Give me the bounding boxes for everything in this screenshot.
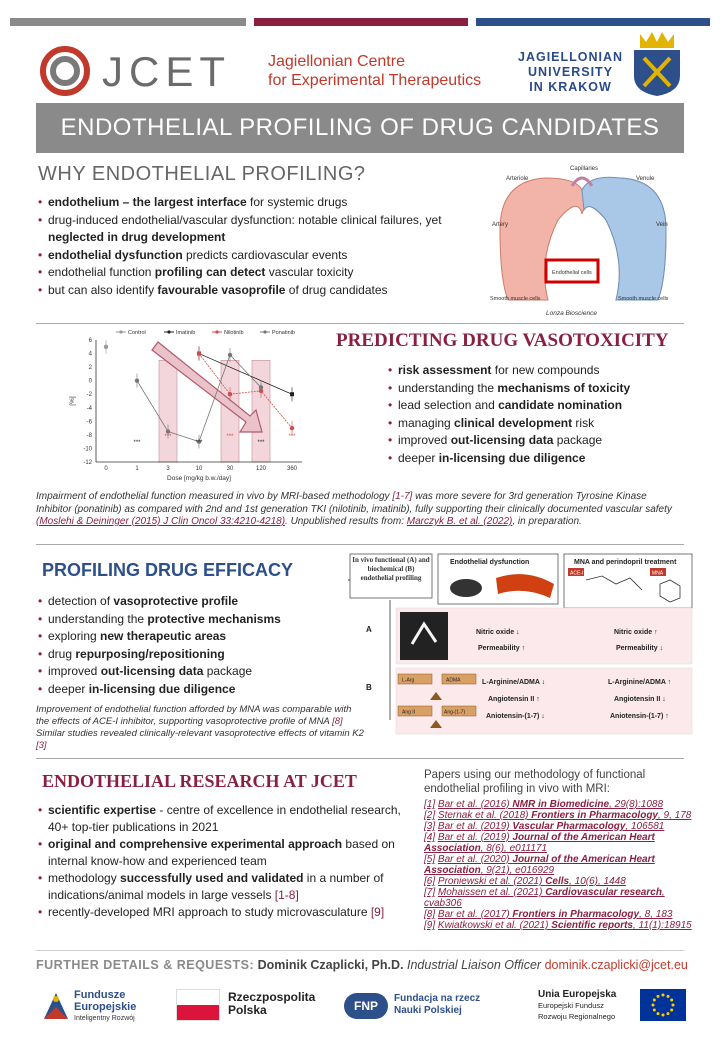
logo1-line2: Europejskie [74, 1001, 137, 1013]
fnp-icon: FNP [344, 993, 388, 1019]
bullet-emphasis: successfully used and validated [120, 871, 304, 885]
divider-4 [36, 950, 684, 951]
x-tick-label: 1 [135, 466, 139, 472]
contact-line [36, 958, 688, 972]
bullet-emphasis: neglected in drug development [48, 230, 226, 244]
research-bullets [38, 802, 410, 921]
logo1-line3: Inteligentny Rozwój [74, 1015, 135, 1022]
eff-caption-1: Improvement of endothelial function afforded by MNA was comparable with the effects of ACE-I inhibitor, supporting vasoprotective profile of MNA [36, 704, 352, 727]
reference-authors: Sternak et al. (2018) [437, 810, 532, 821]
y-tick-label: 4 [88, 351, 92, 358]
x-tick-label: 120 [255, 466, 267, 472]
tox-bullet [388, 450, 688, 468]
y-tick-label: 0 [88, 378, 92, 385]
reference-journal: Frontiers in Pharmacology [512, 909, 640, 920]
y-tick-label: -2 [86, 392, 92, 399]
reference-item[interactable] [424, 920, 696, 931]
bullet-text: package [553, 433, 603, 447]
data-point [104, 345, 108, 349]
label-arteriole: Arteriole [506, 176, 529, 182]
legend-label: Ponatinib [272, 330, 295, 336]
papers-intro: Papers using our methodology of functional endothelial profiling in vivo with MRI: [424, 769, 646, 795]
tox-bullet [388, 415, 688, 433]
reference-volume: , 9(21), e016929 [480, 865, 555, 876]
jcet-mark-icon [40, 46, 90, 96]
y-axis-label: [%] [69, 396, 76, 406]
top-bar-blue [476, 18, 710, 26]
tox-caption-a: Impairment of endothelial function measured in vivo by MRI-based methodology [36, 491, 393, 502]
why-bullets [38, 194, 458, 299]
data-point [197, 351, 201, 355]
divider-3 [36, 758, 684, 759]
reference-volume: , 8, 183 [639, 909, 673, 920]
bullet-text: methodology [48, 871, 121, 885]
mouse-icon [450, 579, 482, 597]
mna-label: MNA [652, 570, 664, 577]
bullet-emphasis: protective mechanisms [147, 611, 281, 626]
bullet-emphasis: in-licensing due diligence [438, 450, 586, 465]
reference-number: [2] [424, 810, 436, 821]
scale-adma: ADMA [446, 677, 461, 684]
logo1-line1: Fundusze [74, 989, 126, 1001]
eff-caption-2: Similar studies revealed clinically-relevant vasoprotective effects of vitamin K2 [36, 728, 364, 739]
reference-volume: , 10(6), 1448 [569, 876, 626, 887]
university-name [518, 50, 623, 95]
why-bullet [38, 212, 458, 247]
bullet-text: - centre of excellence in endothelial research, 40+ top-tier publications in 2021 [48, 803, 401, 834]
reference-number: [8] [424, 909, 436, 920]
logo-eu [538, 985, 688, 1031]
contact-email[interactable]: dominik.czaplicki@jcet.eu [544, 958, 688, 972]
nitric-oxide-down: Nitric oxide ↓ [476, 629, 520, 636]
bullet-emphasis: clinical development [454, 415, 573, 430]
data-point [135, 378, 139, 382]
label-smc-right: Smooth muscle cells [618, 296, 669, 302]
reference-item[interactable] [424, 810, 696, 821]
bullet-text: exploring [48, 629, 101, 643]
bullet-text: deeper [398, 450, 439, 465]
y-tick-label: 2 [88, 365, 92, 372]
y-tick-label: -4 [86, 405, 92, 412]
legend-marker [119, 330, 122, 333]
nitric-oxide-up: Nitric oxide ↑ [614, 629, 658, 636]
reference-authors: Bar et al. (2019) [437, 821, 513, 832]
data-point [228, 392, 232, 396]
reference-authors: Kwiatkowski et al. (2021) [437, 920, 552, 931]
data-point [290, 426, 294, 430]
label-vein: Vein [656, 222, 668, 228]
bullet-text: recently-developed MRI approach to study microvasculature [48, 905, 371, 919]
reference-item[interactable] [424, 887, 696, 909]
significance-mark: *** [257, 440, 265, 446]
diagram-label-a: A [366, 625, 372, 634]
logo2-line1: Rzeczpospolita [228, 990, 316, 1004]
jcet-logo-text: JCET [102, 48, 231, 95]
reference-journal: Cells [545, 876, 570, 887]
label-endothelial: Endothelial cells [552, 270, 592, 276]
logo3-line1: Fundacja na rzecz [394, 993, 481, 1004]
why-bullet [38, 247, 458, 265]
y-tick-label: -8 [86, 432, 92, 439]
significance-mark: *** [195, 440, 203, 446]
logo4-line3: Rozwoju Regionalnego [538, 1012, 616, 1021]
research-bullet [38, 904, 410, 921]
bullet-text: endothelial function [48, 265, 155, 279]
reference-item[interactable] [424, 799, 696, 810]
reference-authors: Proniewski et al. (2021) [437, 876, 546, 887]
reference-number: [5] [424, 854, 436, 865]
bullet-emphasis: original and comprehensive experimental approach [48, 837, 343, 851]
top-bar-red [254, 18, 468, 26]
bullet-text: based on internal know-how and experienced team [48, 837, 395, 868]
reference-journal: NMR in Biomedicine [512, 799, 610, 810]
significance-mark: *** [164, 434, 172, 440]
reference-number: [4] [424, 832, 436, 843]
bullet-text: for systemic drugs [246, 195, 348, 209]
research-title: ENDOTHELIAL RESEARCH AT JCET [42, 771, 357, 791]
institute-line-2: for Experimental Therapeutics [268, 72, 482, 89]
bullet-emphasis: in-licensing due diligence [88, 681, 236, 696]
tox-cite-a[interactable]: [1-7] [392, 491, 413, 502]
reference-number: [1] [424, 799, 436, 810]
bullet-text: in a number of indications/animal models in large vessels [48, 871, 384, 902]
reference-volume: , cvab306 [424, 887, 665, 909]
bullet-text: understanding the [48, 611, 148, 626]
bullet-emphasis: mechanisms of toxicity [497, 380, 631, 395]
efficacy-bullet [38, 646, 338, 664]
bullet-emphasis: out-licensing data [100, 664, 204, 678]
x-tick-label: 0 [104, 466, 108, 472]
bullet-emphasis: repurposing/repositioning [75, 646, 225, 661]
diagram-box-profiling: In vivo functional (A) and biochemical (B) endothelial profiling [352, 556, 430, 582]
efficacy-bullet [38, 663, 338, 681]
reference-volume: , 8(6), e011171 [480, 843, 548, 854]
x-tick-label: 3 [166, 466, 170, 472]
bullet-text: package [203, 664, 253, 678]
data-point [290, 392, 294, 396]
ang17-up: Aniotensin-(1-7) ↑ [610, 713, 669, 720]
reference-number: [6] [424, 876, 436, 887]
bullet-text: managing [398, 415, 455, 430]
divider-2 [36, 544, 684, 545]
bullet-emphasis: new therapeutic areas [100, 629, 227, 643]
dose-band [159, 360, 177, 462]
why-bullet [38, 264, 458, 282]
bullet-emphasis: favourable vasoprofile [157, 282, 286, 297]
institute-line-1: Jagiellonian Centre [268, 53, 405, 70]
reference-list [424, 799, 696, 931]
y-tick-label: -6 [86, 419, 92, 426]
bullet-text: lead selection and [398, 398, 499, 412]
bullet-text: deeper [48, 681, 89, 696]
eu-flag-icon [640, 989, 686, 1021]
legend-marker [167, 330, 170, 333]
tox-caption-c: . Unpublished results from: [285, 516, 407, 527]
ang17-down: Aniotensin-(1-7) ↓ [486, 713, 545, 720]
divider-1 [36, 323, 684, 324]
bullet-emphasis: endothelium – the largest interface [48, 195, 247, 209]
efficacy-caption [36, 704, 366, 752]
tox-bullet [388, 380, 688, 398]
tox-bullet [388, 432, 688, 450]
reference-authors: Bar et al. (2019) [437, 832, 513, 843]
data-point [259, 385, 263, 389]
scale-ang17: Ang-(1-7) [444, 709, 466, 716]
bullet-emphasis: profiling can detect [154, 265, 266, 279]
research-bullet [38, 870, 410, 904]
reference-journal: Vascular Pharmacology [512, 821, 626, 832]
bullet-emphasis: scientific expertise [48, 803, 157, 817]
larg-adma-up: L-Arginine/ADMA ↑ [608, 679, 672, 686]
tox-cite-c[interactable]: Marczyk B. et al. (2022) [406, 516, 513, 527]
tox-title: PREDICTING DRUG VASOTOXICITY [336, 330, 669, 351]
reference-item[interactable] [424, 854, 696, 876]
scale-larg: L-Arg [402, 677, 415, 684]
reference-volume: , 106581 [625, 821, 665, 832]
reference-authors: Mohaissen et al. (2021) [437, 887, 546, 898]
reference-volume: , 11(1):18915 [633, 920, 692, 931]
reference-item[interactable] [424, 821, 696, 832]
label-smc-left: Smooth muscle cells [490, 296, 541, 302]
efficacy-bullet [38, 593, 338, 611]
vasotoxicity-chart [56, 326, 312, 486]
bullet-emphasis: risk assessment [398, 363, 492, 377]
ang2-up: Angiotensin II ↑ [488, 696, 540, 703]
efficacy-title: PROFILING DRUG EFFICACY [42, 560, 293, 580]
eff-cite-1[interactable]: [8] [332, 716, 343, 727]
efficacy-bullets [38, 593, 338, 698]
label-artery: Artery [492, 222, 509, 228]
efficacy-bullet [38, 681, 338, 699]
tox-bullet [388, 362, 688, 380]
bullet-text: drug-induced endothelial/vascular dysfunction: notable clinical failures, yet [48, 212, 442, 227]
diagram-box-treatment: MNA and perindopril treatment [574, 559, 677, 566]
label-venule: Venule [636, 176, 655, 182]
reference-journal: Cardiovascular research [545, 887, 662, 898]
vessel-figure [486, 160, 682, 318]
y-tick-label: -10 [83, 446, 92, 453]
reference-journal: Journal of the American Heart Association [424, 832, 655, 854]
bullet-text: detection of [48, 594, 114, 608]
uni-line-2: UNIVERSITY [528, 65, 614, 79]
legend-label: Imatinib [176, 330, 196, 336]
reference-volume: , 29(8):1088 [609, 799, 664, 810]
why-title: WHY ENDOTHELIAL PROFILING? [38, 163, 366, 185]
legend-label: Control [128, 330, 146, 336]
reference-number: [9] [424, 920, 436, 931]
bullet-text: improved [398, 433, 451, 447]
bullet-text: understanding the [398, 380, 498, 395]
contact-label: FURTHER DETAILS & REQUESTS: [36, 958, 255, 972]
x-tick-label: 360 [286, 466, 298, 472]
figure-credit: Lonza Bioscience [546, 310, 597, 317]
bullet-emphasis: vasoprotective profile [113, 594, 239, 608]
diagram-box-dysfunction: Endothelial dysfunction [450, 559, 530, 566]
larg-adma-down: L-Arginine/ADMA ↓ [482, 679, 546, 686]
data-point [228, 353, 232, 357]
reference-journal: Scientific reports [551, 920, 633, 931]
research-bullet [38, 802, 410, 836]
tox-bullets [388, 362, 688, 467]
logo-rzeczpospolita [176, 985, 326, 1031]
top-bar-gray [10, 18, 246, 26]
mri-image [400, 612, 448, 660]
permeability-up: Permeability ↑ [478, 645, 526, 652]
diagram-label-b: B [366, 683, 372, 692]
institute-name [268, 52, 481, 90]
tox-caption-d: , in preparation. [512, 516, 582, 527]
x-tick-label: 30 [226, 466, 234, 472]
tox-cite-b[interactable]: (Moslehi & Deininger (2015) J Clin Oncol 33:4210-4218) [36, 516, 286, 527]
bullet-text: of drug candidates [285, 282, 388, 297]
bullet-emphasis: endothelial dysfunction [48, 247, 183, 262]
permeability-down: Permeability ↓ [616, 645, 664, 652]
citation-link[interactable]: [9] [370, 905, 385, 919]
reference-number: [7] [424, 887, 436, 898]
logo3-line2: Nauki Polskiej [394, 1005, 462, 1016]
tox-caption [36, 491, 684, 529]
polish-flag-icon [176, 989, 220, 1021]
reference-journal: Frontiers in Pharmacology [531, 810, 658, 821]
y-tick-label: -12 [83, 460, 92, 466]
logo-fnp [344, 985, 504, 1031]
contact-role: Industrial Liaison Officer [406, 958, 542, 972]
reference-number: [3] [424, 821, 436, 832]
reference-item[interactable] [424, 832, 696, 854]
logo2-line2: Polska [228, 1003, 267, 1017]
scale-ang2: Ang II [402, 709, 416, 716]
why-bullet [38, 282, 458, 300]
reference-authors: Bar et al. (2017) [437, 909, 513, 920]
bullet-text: for new compounds [491, 363, 600, 377]
university-crest-icon [628, 28, 686, 98]
legend-label: Nilotinib [224, 330, 244, 336]
reference-journal: Journal of the American Heart Association [424, 854, 655, 876]
tox-caption-b: was more severe for 3rd generation Tyrosine Kinase Inhibitor (ponatinib) as compared with 2nd and 1st generation TKI (nilotinib, imatinib), fully supporting their clinically documented vascular safety [36, 491, 672, 515]
ang2-down: Angiotensin II ↓ [614, 696, 666, 703]
page-title: ENDOTHELIAL PROFILING OF DRUG CANDIDATES [36, 103, 684, 153]
reference-volume: , 9, 178 [658, 810, 692, 821]
y-tick-label: 6 [88, 338, 92, 344]
bullet-emphasis: out-licensing data [450, 433, 554, 447]
bullet-text: improved [48, 664, 101, 678]
significance-mark: *** [133, 440, 141, 446]
efficacy-diagram [346, 550, 696, 740]
research-bullet [38, 836, 410, 870]
eff-cite-2[interactable]: [3] [36, 740, 47, 751]
tox-bullet [388, 397, 688, 415]
bullet-text: risk [572, 415, 595, 430]
label-capillaries: Capillaries [570, 166, 599, 172]
contact-name: Dominik Czaplicki, Ph.D. [257, 958, 404, 972]
significance-mark: *** [226, 434, 234, 440]
why-bullet [38, 194, 458, 212]
reference-item[interactable] [424, 876, 696, 887]
efficacy-bullet [38, 628, 338, 646]
x-axis-label: Dose [mg/kg b.w./day] [167, 475, 231, 482]
uni-line-3: IN KRAKOW [529, 80, 612, 94]
efficacy-bullet [38, 611, 338, 629]
logo4-line1: Unia Europejska [538, 989, 617, 1000]
bullet-emphasis: candidate nomination [498, 398, 623, 412]
logo4-line2: Europejski Fundusz [538, 1001, 604, 1010]
bullet-text: vascular toxicity [265, 265, 354, 279]
reference-authors: Bar et al. (2016) [437, 799, 513, 810]
logo-fundusze [40, 985, 172, 1031]
reference-item[interactable] [424, 909, 696, 920]
reference-authors: Bar et al. (2020) [437, 854, 513, 865]
bullet-text: but can also identify [48, 282, 158, 297]
bullet-text: predicts cardiovascular events [182, 247, 348, 262]
x-tick-label: 10 [195, 466, 203, 472]
bullet-text: drug [48, 646, 76, 661]
citation-link[interactable]: [1-8] [274, 888, 299, 902]
ace-label: ACE-I [570, 570, 584, 577]
legend-marker [263, 330, 266, 333]
significance-mark: *** [288, 434, 296, 440]
uni-line-1: JAGIELLONIAN [518, 50, 624, 64]
legend-marker [215, 330, 218, 333]
fundusze-icon [40, 989, 70, 1025]
